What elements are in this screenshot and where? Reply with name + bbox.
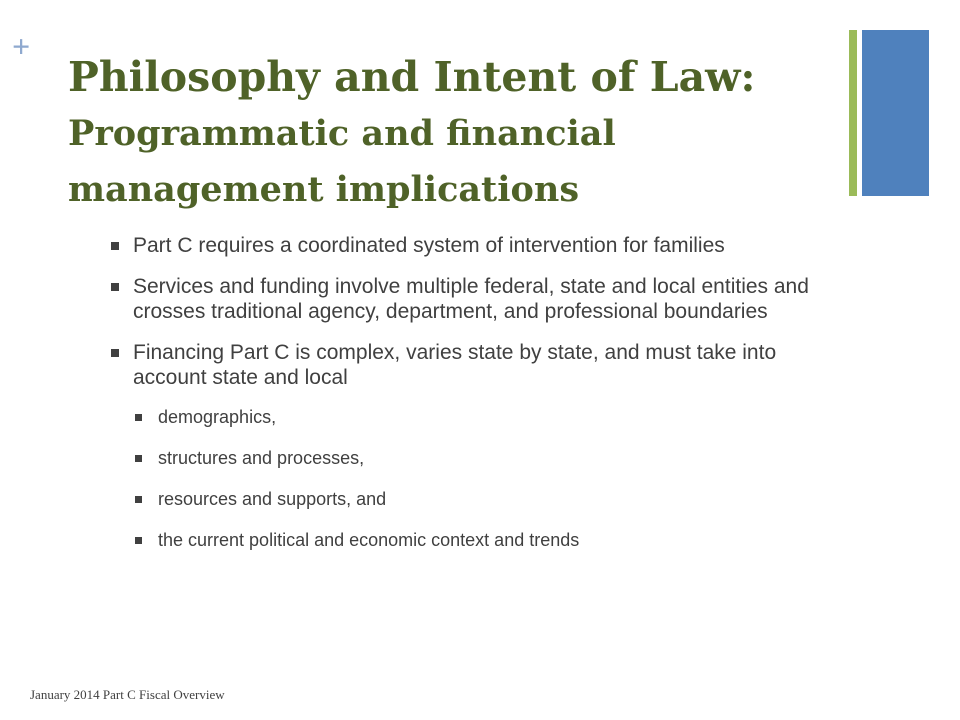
plus-decoration: + xyxy=(12,28,31,64)
sub-bullet-item: resources and supports, and xyxy=(135,488,851,510)
sub-bullet-item: structures and processes, xyxy=(135,447,851,469)
title-line-2: Programmatic and financial management implications xyxy=(68,113,616,210)
sub-bullet-item: the current political and economic context and trends xyxy=(135,529,851,551)
title-line-1: Philosophy and Intent of Law: xyxy=(68,53,756,101)
bullet-list xyxy=(111,233,851,570)
slide-title xyxy=(68,48,848,218)
accent-bar-blue xyxy=(862,30,929,196)
bullet-item: Financing Part C is complex, varies state by state, and must take into account state and local xyxy=(111,340,851,390)
sub-bullet-item: demographics, xyxy=(135,406,851,428)
bullet-item: Services and funding involve multiple federal, state and local entities and crosses traditional agency, department, and professional boundaries xyxy=(111,274,851,324)
accent-bar-green xyxy=(849,30,857,196)
bullet-item: Part C requires a coordinated system of intervention for families xyxy=(111,233,851,258)
footer-text: January 2014 Part C Fiscal Overview xyxy=(30,687,225,702)
